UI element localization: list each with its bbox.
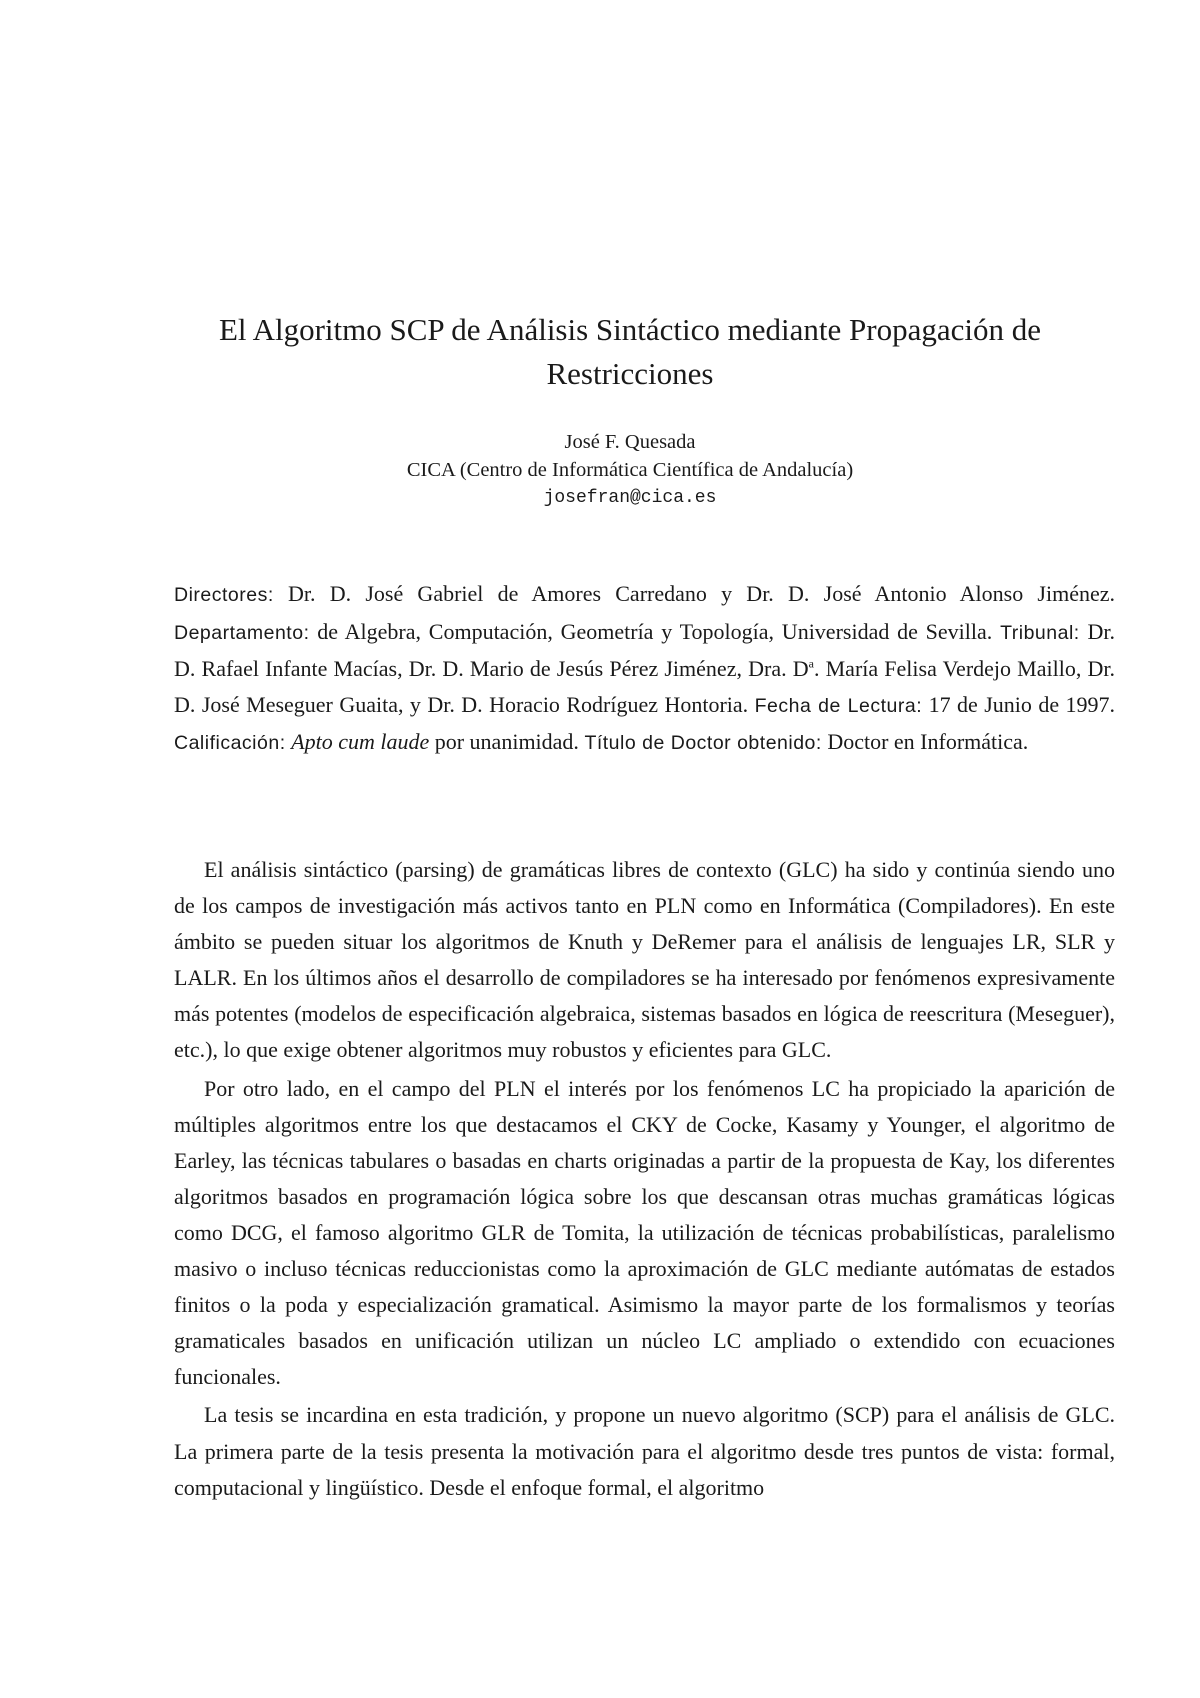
author-block — [150, 428, 1110, 512]
departamento-value: de Algebra, Computación, Geometría y Topología, Universidad de Sevilla. — [317, 618, 993, 644]
body-paragraph: Por otro lado, en el campo del PLN el interés por los fenómenos LC ha propiciado la aparición de múltiples algoritmos entre los que destacamos el CKY de Cocke, Kasamy y Younger, el algoritmo de Earley, las técnicas tabulares o basadas en charts originadas a partir de la propuesta de Kay, los diferentes algoritmos basados en programación lógica sobre los que descansan otras muchas gramáticas lógicas como DCG, el famoso algoritmo GLR de Tomita, la utilización de técnicas probabilísticas, paralelismo masivo o incluso técnicas reduccionistas como la aproximación de GLC mediante autómatas de estados finitos o la poda y especialización gramatical. Asimismo la mayor parte de los formalismos y teorías gramaticales basados en unificación utilizan un núcleo LC ampliado o extendido con ecuaciones funcionales. — [174, 1075, 1115, 1390]
calificacion-italic: Apto cum laude — [291, 729, 430, 754]
body-paragraph: La tesis se incardina en esta tradición, y propone un nuevo algoritmo (SCP) para el análisis de GLC. La primera parte de la tesis presenta la motivación para el algoritmo desde tres puntos de vista: formal, computacional y lingüístico. Desde el enfoque formal, el algoritmo — [174, 1402, 1115, 1500]
author-affiliation: CICA (Centro de Informática Científica de Andalucía) — [406, 459, 854, 481]
fecha-value: 17 de Junio de 1997. — [928, 691, 1116, 717]
tribunal-superscript: a — [808, 656, 814, 671]
paper-title: El Algoritmo SCP de Análisis Sintáctico mediante Propagación de Restricciones — [219, 312, 1041, 391]
calificacion-rest: por unanimidad. — [434, 729, 579, 754]
calificacion-label: Calificación: — [174, 732, 286, 754]
author-email: josefran@cica.es — [543, 488, 717, 508]
directores-value: Dr. D. José Gabriel de Amores Carredano y Dr. D. José Antonio Alonso Jiménez. — [288, 581, 1115, 606]
titulo-value: Doctor en Informática. — [827, 729, 1029, 754]
body-text — [174, 852, 1115, 1508]
thesis-metadata — [174, 576, 1115, 762]
departamento-label: Departamento: — [174, 621, 310, 644]
tribunal-label: Tribunal: — [1000, 621, 1080, 644]
titulo-label: Título de Doctor obtenido: — [584, 732, 822, 754]
directores-label: Directores: — [174, 584, 274, 606]
author-name: José F. Quesada — [564, 431, 696, 453]
fecha-label: Fecha de Lectura: — [754, 694, 923, 717]
tribunal-value-post: . María Felisa Verdejo Maillo, Dr. D. José Meseguer Guaita, y Dr. D. Horacio Rodríguez Hontoria. — [174, 656, 1115, 717]
tribunal-value-pre: Dr. D. Rafael Infante Macías, Dr. D. Mario de Jesús Pérez Jiménez, Dra. D — [174, 618, 1116, 681]
body-paragraph: El análisis sintáctico (parsing) de gramáticas libres de contexto (GLC) ha sido y continúa siendo uno de los campos de investigación más activos tanto en PLN como en Informática (Compiladores). En este ámbito se pueden situar los algoritmos de Knuth y DeRemer para el análisis de lenguajes LR, SLR y LALR. En los últimos años el desarrollo de compiladores se ha interesado por fenómenos expresivamente más potentes (modelos de especificación algebraica, sistemas basados en lógica de reescritura (Meseguer), etc.), lo que exige obtener algoritmos muy robustos y eficientes para GLC. — [174, 857, 1115, 1063]
